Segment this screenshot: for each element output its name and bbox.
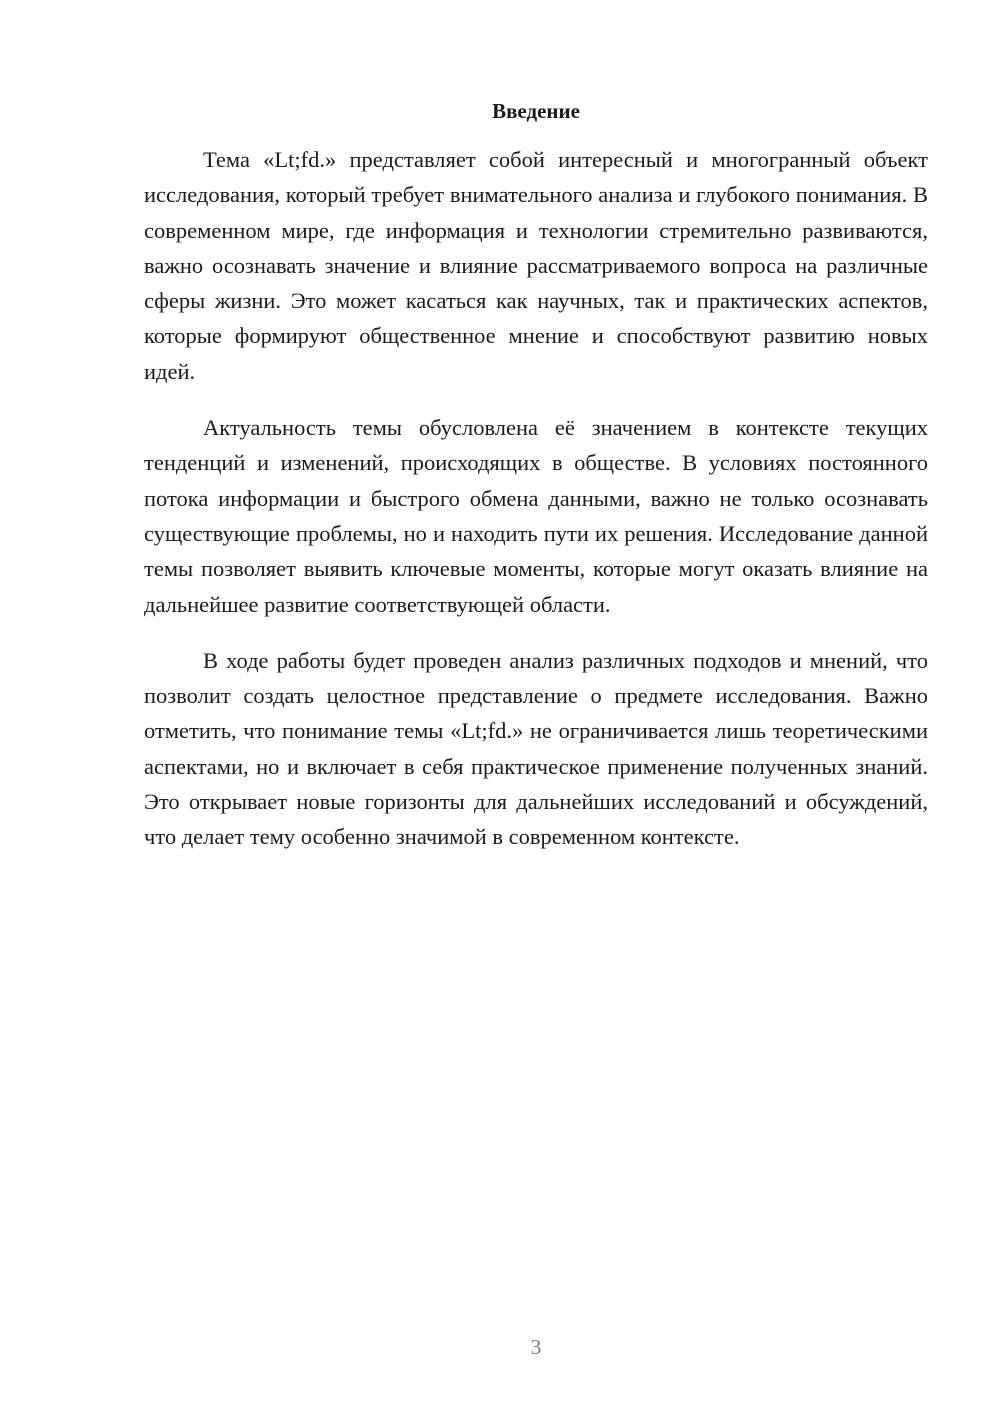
paragraph-relevance: Актуальность темы обусловлена её значением в контексте текущих тенденций и изменений, происходящих в обществе. В условиях постоянного потока информации и быстрого обмена данными, важно не только осознавать существующие проблемы, но и находить пути их решения. Исследование данной темы позволяет выявить ключевые моменты, которые могут оказать влияние на дальнейшее развитие соответствующей области. <box>144 415 928 617</box>
section-title: Введение <box>492 99 580 123</box>
page-number: 3 <box>530 1335 542 1359</box>
paragraph-intro: Тема «Lt;fd.» представляет собой интересный и многогранный объект исследования, который требует внимательного анализа и глубокого понимания. В современном мире, где информация и технологии стремительно развиваются, важно осознавать значение и влияние рассматриваемого вопроса на различные сферы жизни. Это может касаться как научных, так и практических аспектов, которые формируют общественное мнение и способствуют развитию новых идей. <box>144 147 928 384</box>
paragraph-method: В ходе работы будет проведен анализ различных подходов и мнений, что позволит создать целостное представление о предмете исследования. Важно отметить, что понимание темы «Lt;fd.» не ограничивается лишь теоретическими аспектами, но и включает в себя практическое применение полученных знаний. Это открывает новые горизонты для дальнейших исследований и обсуждений, что делает тему особенно значимой в современном контексте. <box>144 647 928 850</box>
body-text <box>144 142 928 876</box>
